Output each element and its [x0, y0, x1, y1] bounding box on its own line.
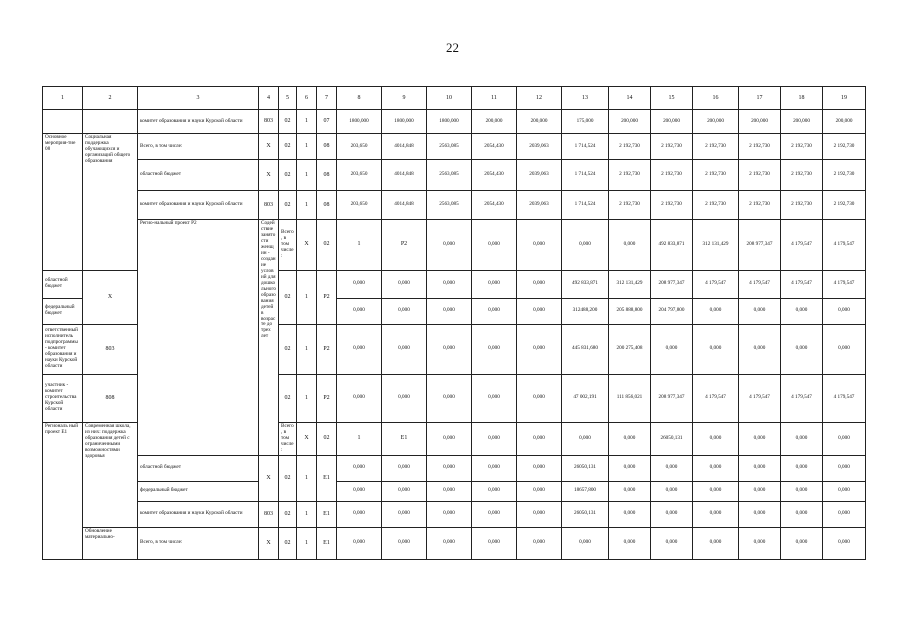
budget-code-cell: X [297, 220, 317, 271]
amount-cell: 0,000 [337, 270, 382, 298]
amount-cell: 0,000 [562, 527, 609, 559]
amount-cell: 47 002,191 [562, 374, 609, 422]
amount-cell: 0,000 [337, 324, 382, 374]
budget-code-cell: 1 [297, 501, 317, 527]
amount-cell: 4014,848 [382, 134, 427, 160]
amount-cell: 2039,063 [517, 191, 562, 220]
funding-source-cell: участник - комитет строительства Курской области [43, 374, 83, 422]
amount-cell: 0,000 [427, 374, 472, 422]
amount-cell: 0,000 [382, 527, 427, 559]
header-cell: 2 [83, 87, 138, 110]
amount-cell: 0,000 [382, 324, 427, 374]
amount-cell: 4 179,547 [693, 374, 739, 422]
row-description-cell: Социальная поддержка обучающихся и организаций общего образования [83, 134, 138, 271]
budget-code-cell: 02 [317, 422, 337, 455]
budget-code-cell: 1 [297, 455, 317, 501]
funding-source-cell: федеральный бюджет [138, 481, 259, 501]
header-cell: 9 [382, 87, 427, 110]
amount-cell: 0,000 [781, 298, 823, 324]
amount-cell: 4 179,547 [693, 270, 739, 298]
amount-cell: 312488,200 [562, 298, 609, 324]
amount-cell: 0,000 [427, 481, 472, 501]
header-cell: 6 [297, 87, 317, 110]
amount-cell: 2 192,730 [609, 160, 651, 191]
amount-cell: 203,650 [337, 134, 382, 160]
amount-cell: 0,000 [472, 455, 517, 481]
table-row [43, 220, 866, 271]
amount-cell: 0,000 [739, 422, 781, 455]
budget-code-cell: 803 [259, 110, 279, 134]
budget-code-cell: X [259, 527, 279, 559]
amount-cell: 0,000 [517, 324, 562, 374]
budget-code-cell: X [83, 270, 138, 324]
budget-code-cell: 1 [297, 134, 317, 160]
budget-code-cell: 803 [259, 501, 279, 527]
amount-cell: 4014,848 [382, 191, 427, 220]
amount-cell: 445 831,680 [562, 324, 609, 374]
amount-cell: 0,000 [739, 324, 781, 374]
amount-cell: 0,000 [609, 220, 651, 271]
funding-source-cell: Всего, в том числе: [279, 220, 297, 271]
funding-source-cell: федеральный бюджет [43, 298, 83, 324]
amount-cell: 312 131,429 [609, 270, 651, 298]
amount-cell: 0,000 [651, 455, 693, 481]
amount-cell: 2 192,730 [781, 134, 823, 160]
budget-code-cell: 02 [279, 191, 297, 220]
amount-cell: 0,000 [823, 455, 866, 481]
header-cell: 16 [693, 87, 739, 110]
header-cell: 4 [259, 87, 279, 110]
budget-code-cell: 08 [317, 191, 337, 220]
amount-cell: 4014,848 [382, 160, 427, 191]
budget-code-cell: 02 [279, 324, 297, 374]
amount-cell: 2 192,730 [823, 134, 866, 160]
amount-cell: 200,000 [651, 110, 693, 134]
amount-cell: 4 179,547 [781, 374, 823, 422]
amount-cell: 2 192,730 [693, 191, 739, 220]
amount-cell: 4 179,547 [781, 220, 823, 271]
amount-cell: 4 179,547 [823, 374, 866, 422]
amount-cell: 0,000 [739, 527, 781, 559]
amount-cell: 0,000 [337, 298, 382, 324]
amount-cell: 0,000 [382, 298, 427, 324]
amount-cell: 0,000 [609, 422, 651, 455]
amount-cell: 0,000 [472, 220, 517, 271]
header-cell: 19 [823, 87, 866, 110]
amount-cell: 1 714,524 [562, 191, 609, 220]
budget-code-cell: 02 [279, 270, 297, 324]
amount-cell: 0,000 [609, 455, 651, 481]
budget-code-cell: 02 [279, 527, 297, 559]
amount-cell: 0,000 [562, 220, 609, 271]
table-row [43, 501, 866, 527]
amount-cell: 2 192,730 [651, 134, 693, 160]
funding-source-cell: областной бюджет [138, 455, 259, 481]
header-cell: 10 [427, 87, 472, 110]
amount-cell: 0,000 [517, 270, 562, 298]
budget-code-cell: E1 [382, 422, 427, 455]
amount-cell: 2054,430 [472, 134, 517, 160]
amount-cell: 0,000 [781, 481, 823, 501]
budget-code-cell: 02 [279, 134, 297, 160]
amount-cell: 0,000 [781, 324, 823, 374]
amount-cell: 0,000 [382, 455, 427, 481]
amount-cell: 0,000 [651, 481, 693, 501]
amount-cell: 2 192,730 [609, 191, 651, 220]
table-row [43, 160, 866, 191]
amount-cell: 0,000 [517, 527, 562, 559]
funding-source-cell: областной бюджет [138, 160, 259, 191]
amount-cell: 0,000 [823, 501, 866, 527]
amount-cell: 492 833,871 [562, 270, 609, 298]
amount-cell: 4 179,547 [739, 270, 781, 298]
amount-cell: 0,000 [427, 298, 472, 324]
amount-cell: 0,000 [739, 455, 781, 481]
amount-cell: 203,650 [337, 160, 382, 191]
amount-cell: 0,000 [517, 501, 562, 527]
table-row [43, 191, 866, 220]
amount-cell: 2 192,730 [739, 134, 781, 160]
budget-code-cell: 1 [297, 527, 317, 559]
amount-cell: 1800,000 [427, 110, 472, 134]
amount-cell: 0,000 [472, 481, 517, 501]
table-row [43, 110, 866, 134]
amount-cell: 2 192,730 [609, 134, 651, 160]
amount-cell: 0,000 [781, 422, 823, 455]
amount-cell: 1800,000 [337, 110, 382, 134]
budget-code-cell: X [297, 422, 317, 455]
budget-code-cell: P2 [317, 324, 337, 374]
amount-cell: 2 192,730 [693, 134, 739, 160]
amount-cell: 200,000 [693, 110, 739, 134]
amount-cell: 0,000 [693, 481, 739, 501]
amount-cell: 2039,063 [517, 134, 562, 160]
amount-cell: 0,000 [472, 422, 517, 455]
amount-cell: 0,000 [427, 324, 472, 374]
amount-cell: 0,000 [382, 481, 427, 501]
amount-cell: 200 275,408 [609, 324, 651, 374]
amount-cell: 2 192,730 [781, 160, 823, 191]
budget-code-cell: 803 [83, 324, 138, 374]
budget-code-cell: X [259, 160, 279, 191]
amount-cell: 0,000 [382, 270, 427, 298]
amount-cell: 0,000 [472, 374, 517, 422]
header-cell: 3 [138, 87, 259, 110]
amount-cell: 2 192,730 [651, 160, 693, 191]
header-cell: 17 [739, 87, 781, 110]
amount-cell: 0,000 [693, 455, 739, 481]
table-row [43, 527, 866, 559]
amount-cell: 2563,085 [427, 134, 472, 160]
amount-cell: 0,000 [517, 422, 562, 455]
amount-cell: 0,000 [517, 374, 562, 422]
amount-cell: 0,000 [472, 527, 517, 559]
amount-cell: 0,000 [427, 220, 472, 271]
header-cell: 1 [43, 87, 83, 110]
budget-code-cell: 1 [297, 160, 317, 191]
page-number: 22 [446, 40, 459, 55]
row-group-cell: Основное мероприя-тие 08 [43, 134, 83, 271]
budget-code-cell: 02 [279, 374, 297, 422]
amount-cell: 312 131,429 [693, 220, 739, 271]
amount-cell: 208 977,347 [739, 220, 781, 271]
budget-code-cell: 1 [297, 324, 317, 374]
amount-cell: 0,000 [823, 298, 866, 324]
amount-cell: 0,000 [693, 298, 739, 324]
header-cell: 5 [279, 87, 297, 110]
budget-code-cell: 02 [279, 110, 297, 134]
amount-cell: 0,000 [781, 527, 823, 559]
budget-code-cell: 1 [337, 422, 382, 455]
amount-cell: 2 192,730 [823, 160, 866, 191]
row-group-cell [43, 110, 83, 134]
funding-source-cell: Всего, в том числе: [279, 422, 297, 455]
budget-code-cell: E1 [317, 527, 337, 559]
amount-cell: 0,000 [517, 455, 562, 481]
amount-cell: 0,000 [472, 270, 517, 298]
budget-code-cell: 803 [259, 191, 279, 220]
amount-cell: 2563,085 [427, 160, 472, 191]
header-cell: 8 [337, 87, 382, 110]
table-row [43, 455, 866, 481]
amount-cell: 0,000 [823, 527, 866, 559]
budget-code-cell: 1 [297, 270, 317, 324]
budget-code-cell: 1 [297, 110, 317, 134]
header-cell: 14 [609, 87, 651, 110]
amount-cell: 208 977,347 [651, 374, 693, 422]
amount-cell: 2 192,730 [739, 191, 781, 220]
amount-cell: 0,000 [823, 324, 866, 374]
amount-cell: 175,000 [562, 110, 609, 134]
amount-cell: 203,650 [337, 191, 382, 220]
amount-cell: 0,000 [517, 298, 562, 324]
amount-cell: 2 192,730 [651, 191, 693, 220]
amount-cell: 0,000 [337, 501, 382, 527]
funding-source-cell: комитет образования и науки Курской области [138, 191, 259, 220]
amount-cell: 4 179,547 [739, 374, 781, 422]
budget-code-cell: X [259, 455, 279, 501]
funding-source-cell: комитет образования и науки Курской области [138, 501, 259, 527]
amount-cell: 0,000 [693, 324, 739, 374]
amount-cell: 200,000 [472, 110, 517, 134]
amount-cell: 0,000 [472, 298, 517, 324]
amount-cell: 2039,063 [517, 160, 562, 191]
header-cell: 12 [517, 87, 562, 110]
amount-cell: 0,000 [427, 270, 472, 298]
budget-code-cell: 1 [297, 374, 317, 422]
budget-code-cell: P2 [317, 270, 337, 324]
budget-code-cell: P2 [382, 220, 427, 271]
budget-code-cell: 08 [317, 160, 337, 191]
amount-cell: 200,000 [781, 110, 823, 134]
header-cell: 15 [651, 87, 693, 110]
budget-code-cell: X [259, 134, 279, 160]
budget-code-cell: E1 [317, 501, 337, 527]
row-description-cell: Обновление материально- [83, 527, 138, 559]
budget-code-cell: 08 [317, 134, 337, 160]
budget-code-cell: 808 [83, 374, 138, 422]
amount-cell: 0,000 [382, 374, 427, 422]
amount-cell: 0,000 [517, 220, 562, 271]
amount-cell: 4 179,547 [781, 270, 823, 298]
amount-cell: 2 192,730 [739, 160, 781, 191]
amount-cell: 0,000 [337, 481, 382, 501]
header-cell: 7 [317, 87, 337, 110]
amount-cell: 26050,131 [562, 501, 609, 527]
amount-cell: 2054,430 [472, 160, 517, 191]
header-cell: 13 [562, 87, 609, 110]
amount-cell: 0,000 [337, 527, 382, 559]
amount-cell: 0,000 [562, 422, 609, 455]
amount-cell: 0,000 [739, 501, 781, 527]
amount-cell: 0,000 [693, 422, 739, 455]
amount-cell: 2 192,730 [693, 160, 739, 191]
amount-cell: 0,000 [517, 481, 562, 501]
amount-cell: 0,000 [739, 298, 781, 324]
row-group-cell: Регио-нальный проект Р2 [138, 220, 259, 456]
amount-cell: 0,000 [472, 324, 517, 374]
table-row [43, 481, 866, 501]
amount-cell: 0,000 [781, 455, 823, 481]
amount-cell: 0,000 [337, 374, 382, 422]
table-row [43, 134, 866, 160]
amount-cell: 0,000 [472, 501, 517, 527]
amount-cell: 200,000 [517, 110, 562, 134]
header-row [43, 87, 866, 110]
amount-cell: 0,000 [609, 481, 651, 501]
budget-code-cell: 02 [279, 455, 297, 501]
row-description-cell [83, 110, 138, 134]
amount-cell: 2563,085 [427, 191, 472, 220]
amount-cell: 200,000 [739, 110, 781, 134]
amount-cell: 0,000 [651, 501, 693, 527]
amount-cell: 4 179,547 [823, 270, 866, 298]
amount-cell: 0,000 [382, 501, 427, 527]
amount-cell: 0,000 [427, 527, 472, 559]
amount-cell: 26050,131 [562, 455, 609, 481]
budget-code-cell: 1 [297, 191, 317, 220]
amount-cell: 208 977,347 [651, 270, 693, 298]
funding-source-cell: Всего, в том числе: [138, 527, 259, 559]
row-description-cell: Современная школа, из них: поддержка образования детей с ограниченными возможностями здоровья [83, 422, 138, 527]
amount-cell: 0,000 [739, 481, 781, 501]
amount-cell: 0,000 [651, 527, 693, 559]
budget-code-cell: 02 [279, 501, 297, 527]
amount-cell: 0,000 [609, 501, 651, 527]
budget-code-cell: 1 [337, 220, 382, 271]
funding-source-cell: областной бюджет [43, 270, 83, 298]
amount-cell: 200,000 [823, 110, 866, 134]
amount-cell: 492 833,871 [651, 220, 693, 271]
amount-cell: 2 192,730 [823, 191, 866, 220]
amount-cell: 0,000 [693, 527, 739, 559]
budget-code-cell: 02 [317, 220, 337, 271]
header-cell: 11 [472, 87, 517, 110]
amount-cell: 1 714,524 [562, 134, 609, 160]
budget-code-cell: 02 [279, 160, 297, 191]
amount-cell: 204 797,800 [651, 298, 693, 324]
amount-cell: 4 179,547 [823, 220, 866, 271]
amount-cell: 0,000 [781, 501, 823, 527]
amount-cell: 2054,430 [472, 191, 517, 220]
amount-cell: 111 856,021 [609, 374, 651, 422]
funding-source-cell: ответственный исполнитель подпрограммы - комитет образования и науки Курской области [43, 324, 83, 374]
amount-cell: 0,000 [337, 455, 382, 481]
header-cell: 18 [781, 87, 823, 110]
budget-table [42, 86, 866, 560]
amount-cell: 26050,131 [651, 422, 693, 455]
amount-cell: 200,000 [609, 110, 651, 134]
budget-code-cell: E1 [317, 455, 337, 501]
amount-cell: 1 714,524 [562, 160, 609, 191]
row-description-cell: Содействие занятости женщин - создание условий для дошкольного образования детей в возрасте до трех лет [259, 220, 279, 456]
budget-code-cell: 07 [317, 110, 337, 134]
amount-cell: 1800,000 [382, 110, 427, 134]
funding-source-cell: комитет образования и науки Курской области [138, 110, 259, 134]
amount-cell: 0,000 [427, 501, 472, 527]
amount-cell: 2 192,730 [781, 191, 823, 220]
amount-cell: 0,000 [823, 481, 866, 501]
amount-cell: 0,000 [427, 422, 472, 455]
budget-code-cell: P2 [317, 374, 337, 422]
amount-cell: 18657,800 [562, 481, 609, 501]
row-group-cell: Региональ ный проект Е1 [43, 422, 83, 559]
amount-cell: 0,000 [651, 324, 693, 374]
amount-cell: 205 888,800 [609, 298, 651, 324]
amount-cell: 0,000 [609, 527, 651, 559]
amount-cell: 0,000 [427, 455, 472, 481]
amount-cell: 0,000 [823, 422, 866, 455]
funding-source-cell: Всего, в том числе: [138, 134, 259, 160]
amount-cell: 0,000 [693, 501, 739, 527]
